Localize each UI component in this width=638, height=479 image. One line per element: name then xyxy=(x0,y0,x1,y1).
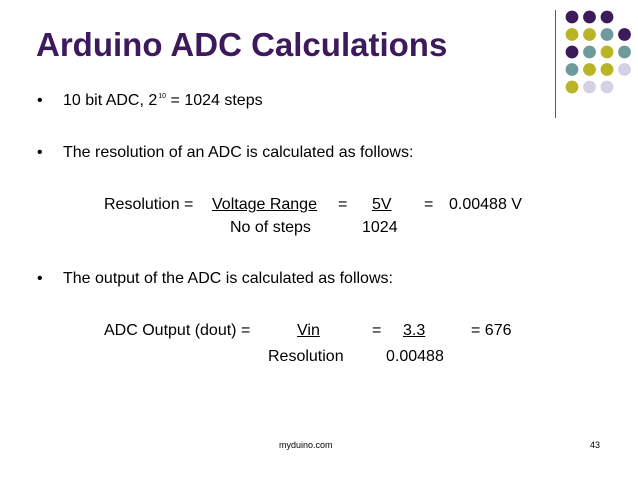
bullet-icon: • xyxy=(37,92,43,109)
decorative-dot xyxy=(601,28,614,41)
resolution-result: 0.00488 V xyxy=(449,196,522,213)
decorative-dot xyxy=(601,81,614,94)
exponent: 10 xyxy=(158,93,167,100)
bullet-text xyxy=(63,92,263,110)
resolution-denominator: No of steps xyxy=(230,219,311,236)
decorative-dot xyxy=(601,11,614,24)
bullet-icon: • xyxy=(37,144,43,161)
bullet-text: The output of the ADC is calculated as follows: xyxy=(63,270,393,287)
decorative-dot xyxy=(566,46,579,59)
bullet-text: The resolution of an ADC is calculated as follows: xyxy=(63,144,414,161)
footer-source: myduino.com xyxy=(279,440,333,450)
decorative-dot xyxy=(583,63,596,76)
decorative-dot xyxy=(601,46,614,59)
output-equals-1: = xyxy=(372,322,382,339)
output-value-numerator: 3.3 xyxy=(403,322,426,339)
resolution-label: Resolution = xyxy=(104,196,194,213)
resolution-value-denominator: 1024 xyxy=(362,219,398,236)
decorative-dot xyxy=(566,11,579,24)
bullet-text-after: = 1024 steps xyxy=(166,92,263,109)
resolution-value-numerator: 5V xyxy=(372,196,392,213)
decorative-dot-grid xyxy=(0,0,638,130)
output-label: ADC Output (dout) = xyxy=(104,322,251,339)
output-numerator: Vin xyxy=(297,322,320,339)
decorative-dot xyxy=(583,81,596,94)
bullet-text-before: 10 bit ADC, 2 xyxy=(63,92,158,109)
decorative-dot xyxy=(566,28,579,41)
bullet-icon: • xyxy=(37,270,43,287)
decorative-dot xyxy=(601,63,614,76)
output-denominator: Resolution xyxy=(268,348,344,365)
decorative-dot xyxy=(618,63,631,76)
decorative-dot xyxy=(583,28,596,41)
decorative-dot xyxy=(618,46,631,59)
decorative-dot xyxy=(618,28,631,41)
decorative-dot xyxy=(583,11,596,24)
decorative-dot xyxy=(566,81,579,94)
decorative-dot xyxy=(566,63,579,76)
slide-title: Arduino ADC Calculations xyxy=(36,26,448,63)
output-result: = 676 xyxy=(471,322,512,339)
output-value-denominator: 0.00488 xyxy=(386,348,444,365)
resolution-equals-1: = xyxy=(338,196,348,213)
page-number: 43 xyxy=(590,440,601,450)
resolution-equals-2: = xyxy=(424,196,434,213)
resolution-numerator: Voltage Range xyxy=(212,196,317,213)
decorative-dot xyxy=(583,46,596,59)
